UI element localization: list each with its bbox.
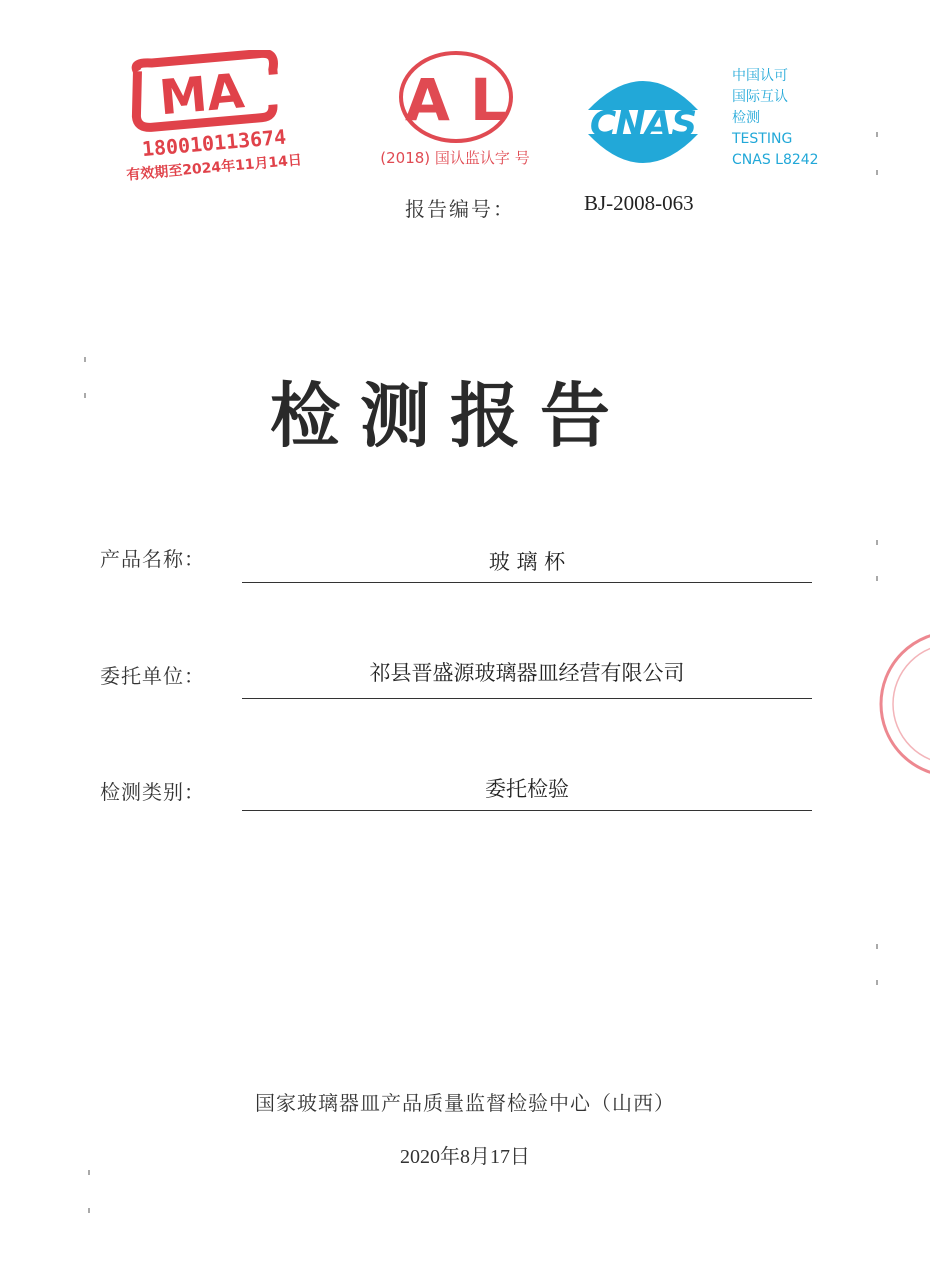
scan-speck bbox=[876, 944, 878, 949]
cnas-line: 检测 bbox=[732, 110, 760, 126]
scan-speck bbox=[876, 980, 878, 985]
scan-speck bbox=[876, 540, 878, 545]
cnas-line: 中国认可 bbox=[732, 68, 788, 84]
ma-certification-logo bbox=[112, 50, 312, 190]
cnas-accreditation-logo bbox=[568, 62, 718, 182]
cal-caption: (2018) 国认监认字 号 bbox=[380, 149, 530, 167]
document-title: 检测报告 bbox=[270, 374, 630, 457]
edge-seal-stamp bbox=[878, 632, 930, 782]
report-number-value: BJ-2008-063 bbox=[584, 191, 694, 215]
test-category-underline bbox=[242, 810, 812, 811]
product-name-underline bbox=[242, 582, 812, 583]
product-name-label: 产品名称： bbox=[100, 547, 205, 571]
scan-speck bbox=[84, 357, 86, 362]
scan-speck bbox=[88, 1208, 90, 1213]
report-number-label: 报告编号： bbox=[405, 197, 515, 221]
test-category-value: 委托检验 bbox=[485, 777, 569, 801]
scan-speck bbox=[876, 576, 878, 581]
cnas-mark: CNAS bbox=[589, 104, 697, 145]
test-category-label: 检测类别： bbox=[100, 780, 205, 804]
ma-validity: 有效期至2024年11月14日 bbox=[125, 152, 303, 184]
cnas-line: 国际互认 bbox=[732, 89, 788, 105]
issue-date: 2020年8月17日 bbox=[400, 1146, 530, 1168]
ma-number: 180010113674 bbox=[140, 124, 288, 162]
cnas-accreditation-text bbox=[732, 66, 852, 171]
cnas-line: TESTING bbox=[732, 131, 793, 147]
scan-speck bbox=[876, 170, 878, 175]
scan-speck bbox=[88, 1170, 90, 1175]
scan-speck bbox=[876, 132, 878, 137]
scan-speck bbox=[84, 393, 86, 398]
issuing-organization: 国家玻璃器皿产品质量监督检验中心（山西） bbox=[255, 1091, 675, 1115]
cal-mark: A L bbox=[404, 66, 508, 134]
cal-certification-logo bbox=[360, 45, 550, 175]
cnas-line: CNAS L8242 bbox=[732, 152, 819, 168]
client-label: 委托单位： bbox=[100, 664, 205, 688]
ma-mark: MA bbox=[157, 63, 247, 127]
product-name-value: 玻 璃 杯 bbox=[488, 550, 566, 574]
client-value: 祁县晋盛源玻璃器皿经营有限公司 bbox=[369, 661, 685, 685]
client-underline bbox=[242, 698, 812, 699]
